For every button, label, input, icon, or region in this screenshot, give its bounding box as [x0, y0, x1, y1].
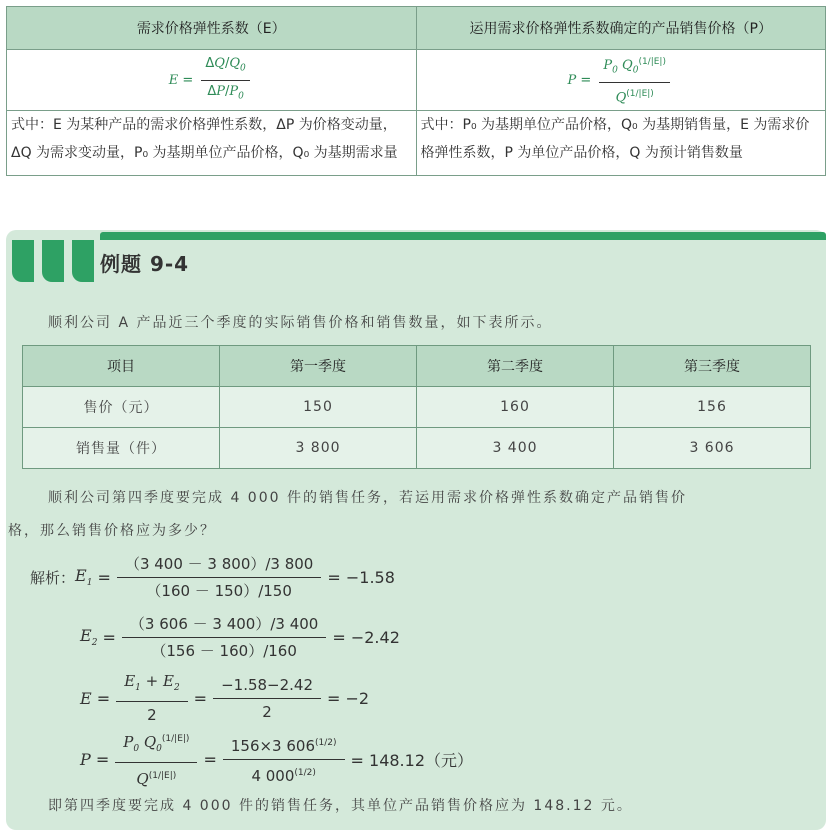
decor-block-1	[12, 240, 34, 282]
equation-e: E = $\frac{E_1 + E_2}{2}$ = $\frac{-1.58-2.42}{2}$ = −2	[80, 672, 370, 724]
e-mid-numerator: −1.58−2.42	[213, 674, 321, 699]
elasticity-table	[6, 6, 826, 176]
e1-result: = −1.58	[327, 568, 395, 587]
conclusion: 即第四季度要完成 4 000 件的销售任务，其单位产品销售价格应为 148.12 元。	[48, 798, 633, 814]
table-cell: 销售量（件）	[23, 428, 220, 469]
formula-elasticity: E = $\frac{\Delta Q/Q_0}{\Delta P/P_0}$	[7, 50, 417, 111]
equation-e2: $E_2$ = $\frac{(3 606 - 3 400)/3 400}{(156 - 160)/160}$ = −2.42	[80, 615, 400, 660]
formula-price: P = $\frac{P_0 Q_0^{(1/|E|)}}{Q^{(1/|E|)}}$	[416, 50, 826, 111]
table-row	[23, 428, 811, 469]
example-intro: 顺利公司 A 产品近三个季度的实际销售价格和销售数量，如下表所示。	[48, 315, 553, 331]
p-denominator: 4 000	[251, 766, 295, 785]
decor-block-3	[72, 240, 94, 282]
table-cell: 3 606	[614, 428, 811, 469]
e-result: = −2	[327, 688, 370, 708]
e2-numerator: （3 606 － 3 400）/3 400	[122, 613, 326, 638]
e-mid-denominator: 2	[262, 702, 272, 721]
e2-denominator: （156 － 160）/160	[151, 642, 297, 660]
col-header-q2: 第二季度	[417, 346, 614, 387]
e1-denominator: （160 － 150）/150	[146, 582, 292, 600]
question-line-1: 顺利公司第四季度要完成 4 000 件的销售任务，若运用需求价格弹性系数确定产品销售价	[48, 490, 687, 506]
col-header-q1: 第一季度	[220, 346, 417, 387]
desc-price: 式中：P₀ 为基期单位产品价格，Q₀ 为基期销售量，E 为需求价格弹性系数，P 为单位产品价格，Q 为预计销售数量	[416, 111, 826, 176]
col-header-q3: 第三季度	[614, 346, 811, 387]
equation-e1: 解析： $E_1$ = $\frac{(3 400 - 3 800)/3 800}{(160 - 150)/150}$ = −1.58	[30, 555, 395, 600]
decor-block-2	[42, 240, 64, 282]
e1-numerator: （3 400 － 3 800）/3 800	[117, 553, 321, 578]
sales-table	[22, 345, 811, 469]
table-cell: 150	[220, 387, 417, 428]
col-header-item: 项目	[23, 346, 220, 387]
table-row	[23, 387, 811, 428]
header-elasticity: 需求价格弹性系数（E）	[7, 7, 417, 50]
p-numerator-exp: (1/2)	[315, 737, 337, 748]
header-price: 运用需求价格弹性系数确定的产品销售价格（P）	[416, 7, 826, 50]
p-result: = 148.12（元）	[350, 750, 473, 770]
table-cell: 156	[614, 387, 811, 428]
table-cell: 160	[417, 387, 614, 428]
p-numerator: 156×3 606	[230, 736, 315, 755]
table-cell: 售价（元）	[23, 387, 220, 428]
question-line-2: 格，那么销售价格应为多少？	[8, 523, 216, 539]
equation-p: P = $\frac{P_0 Q_0^{(1/|E|)}}{Q^{(1/|E|)}}$ = $\frac{156\times 3 606^{(1/2)}}{4 000^{(1/2)}}$ = 148.12（元）	[80, 728, 473, 790]
table-cell: 3 400	[417, 428, 614, 469]
analysis-label: 解析：	[30, 569, 76, 587]
desc-elasticity: 式中：E 为某种产品的需求价格弹性系数，ΔP 为价格变动量，ΔQ 为需求变动量，P₀ 为基期单位产品价格，Q₀ 为基期需求量	[7, 111, 417, 176]
table-cell: 3 800	[220, 428, 417, 469]
e2-result: = −2.42	[332, 628, 400, 647]
example-top-bar	[100, 232, 826, 240]
p-denominator-exp: (1/2)	[294, 767, 316, 778]
example-title: 例题 9-4	[100, 252, 190, 276]
